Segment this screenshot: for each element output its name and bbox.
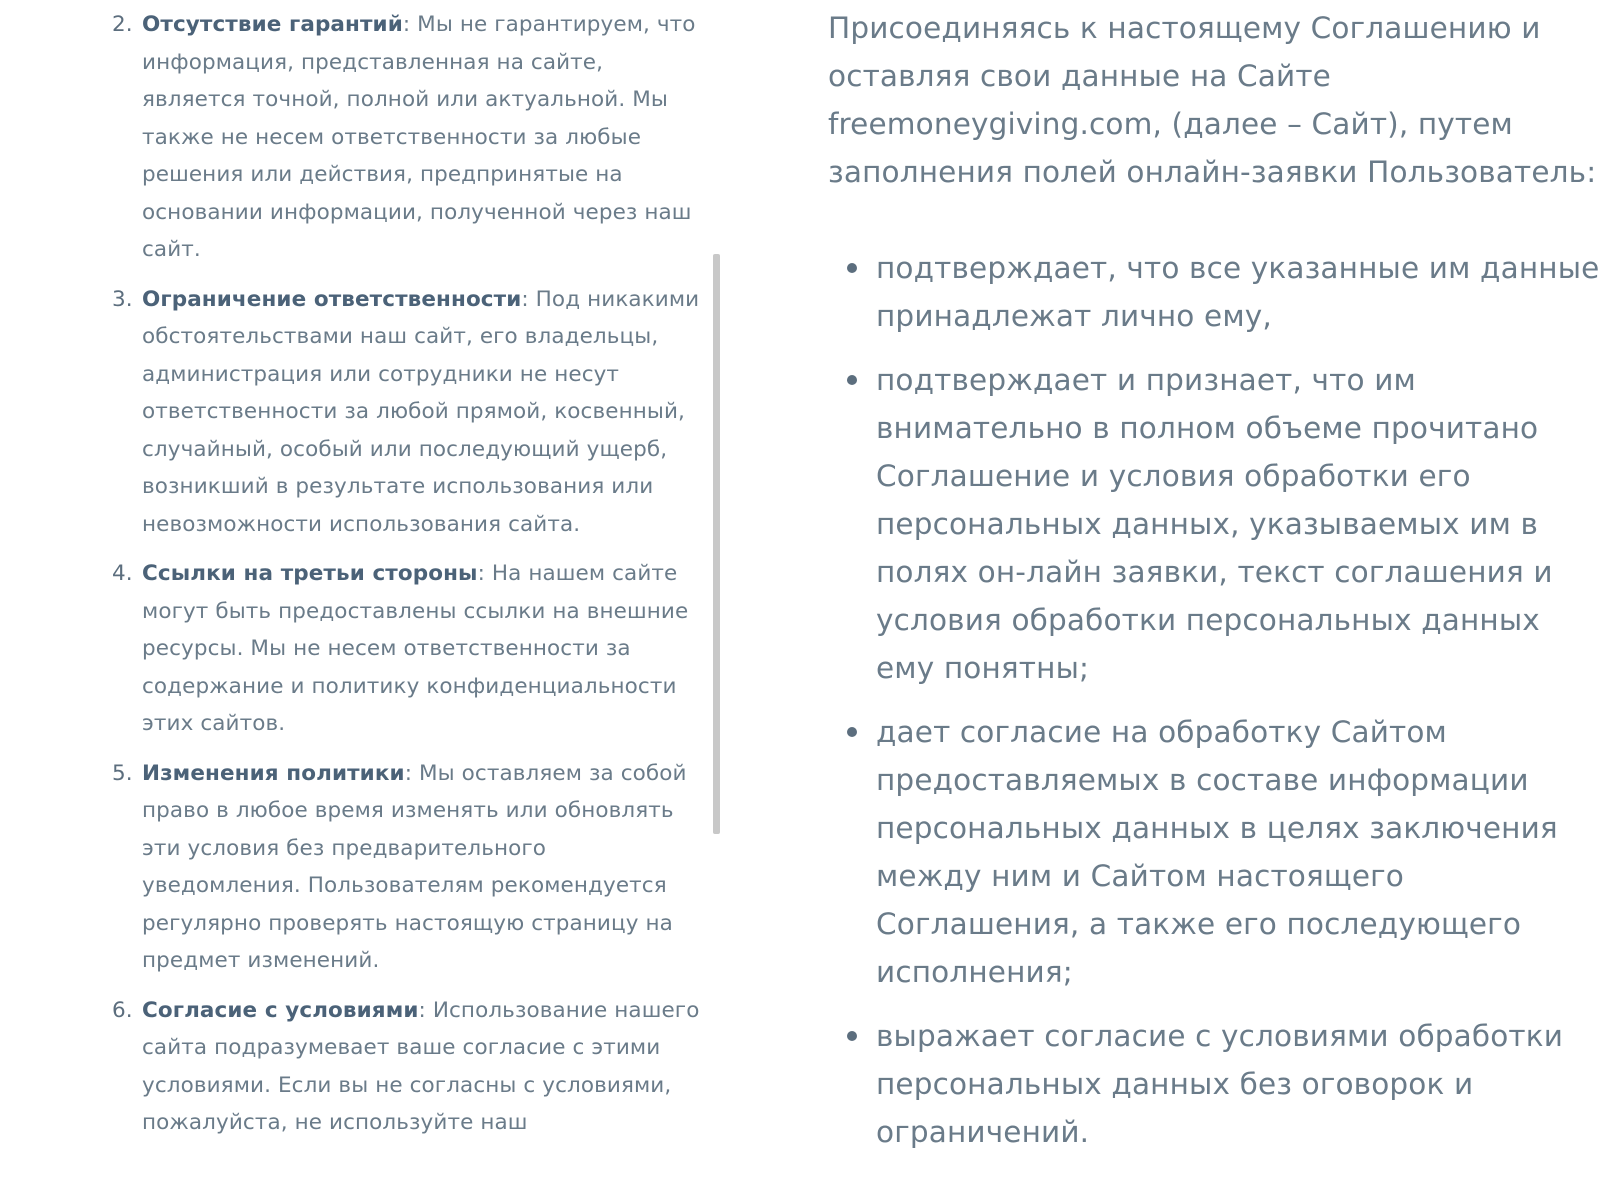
terms-item bbox=[110, 755, 700, 980]
bullet-icon bbox=[847, 727, 857, 737]
terms-item-number: 3. bbox=[112, 286, 133, 312]
terms-item-number: 6. bbox=[112, 997, 133, 1023]
terms-item-title: Отсутствие гарантий bbox=[142, 12, 403, 37]
terms-item-number: 5. bbox=[112, 760, 133, 786]
terms-item bbox=[110, 6, 700, 269]
consent-list bbox=[828, 244, 1600, 1156]
agreement-intro: Присоединяясь к настоящему Соглашению и оставляя свои данные на Сайте freemoneygiving.com, (далее – Сайт), путем заполнения полей онлайн-заявки Пользователь: bbox=[828, 11, 1597, 189]
terms-list bbox=[110, 6, 700, 1142]
consent-item-text: выражает согласие с условиями обработки персональных данных без оговорок и ограничений. bbox=[876, 1019, 1564, 1149]
terms-item-text: : На нашем сайте могут быть предоставлены ссылки на внешние ресурсы. Мы не несем ответственности за содержание и политику конфиденциальности этих сайтов. bbox=[142, 561, 689, 736]
terms-panel bbox=[110, 6, 700, 1200]
agreement-panel bbox=[828, 4, 1600, 1200]
consent-list-item bbox=[828, 708, 1600, 996]
terms-item-title: Ссылки на третьи стороны bbox=[142, 561, 478, 586]
bullet-icon bbox=[847, 263, 857, 273]
terms-item bbox=[110, 992, 700, 1142]
terms-item-text: : Использование нашего сайта подразумевает ваше согласие с этими условиями. Если вы не согласны с условиями, пожалуйста, не используйте наш bbox=[142, 997, 700, 1135]
consent-list-item bbox=[828, 356, 1600, 692]
terms-item-text: : Под никакими обстоятельствами наш сайт, его владельцы, администрация или сотрудники не несут ответственности за любой прямой, косвенный, случайный, особый или последующий ущерб, возникший в результате использования или невозможности использования сайта. bbox=[142, 286, 700, 537]
terms-item-number: 2. bbox=[112, 12, 133, 37]
consent-item-text: подтверждает и признает, что им внимательно в полном объеме прочитано Соглашение и условия обработки его персональных данных, указываемых им в полях он-лайн заявки, текст соглашения и условия обработки персональных данных ему понятны; bbox=[876, 363, 1553, 685]
terms-item-text: : Мы не гарантируем, что информация, представленная на сайте, является точной, полной или актуальной. Мы также не несем ответственности за любые решения или действия, предпринятые на основании информации, полученной через наш сайт. bbox=[142, 12, 696, 262]
terms-item-title: Согласие с условиями bbox=[142, 997, 419, 1023]
consent-item-text: подтверждает, что все указанные им данные принадлежат лично ему, bbox=[876, 251, 1600, 333]
consent-list-item bbox=[828, 1012, 1600, 1156]
terms-item-number: 4. bbox=[112, 561, 133, 586]
bullet-icon bbox=[847, 1031, 857, 1041]
terms-item-title: Изменения политики bbox=[142, 760, 405, 786]
bullet-icon bbox=[847, 375, 857, 385]
scrollbar-thumb[interactable] bbox=[713, 254, 720, 834]
terms-item-title: Ограничение ответственности bbox=[142, 286, 522, 312]
terms-item-text: : Мы оставляем за собой право в любое время изменять или обновлять эти условия без предварительного уведомления. Пользователям рекомендуется регулярно проверять настоящую страницу на предмет изменений. bbox=[142, 760, 687, 973]
consent-item-text: дает согласие на обработку Сайтом предоставляемых в составе информации персональных данных в целях заключения между ним и Сайтом настоящего Соглашения, а также его последующего исполнения; bbox=[876, 715, 1558, 989]
consent-list-item bbox=[828, 244, 1600, 340]
terms-item bbox=[110, 555, 700, 743]
terms-item bbox=[110, 281, 700, 544]
